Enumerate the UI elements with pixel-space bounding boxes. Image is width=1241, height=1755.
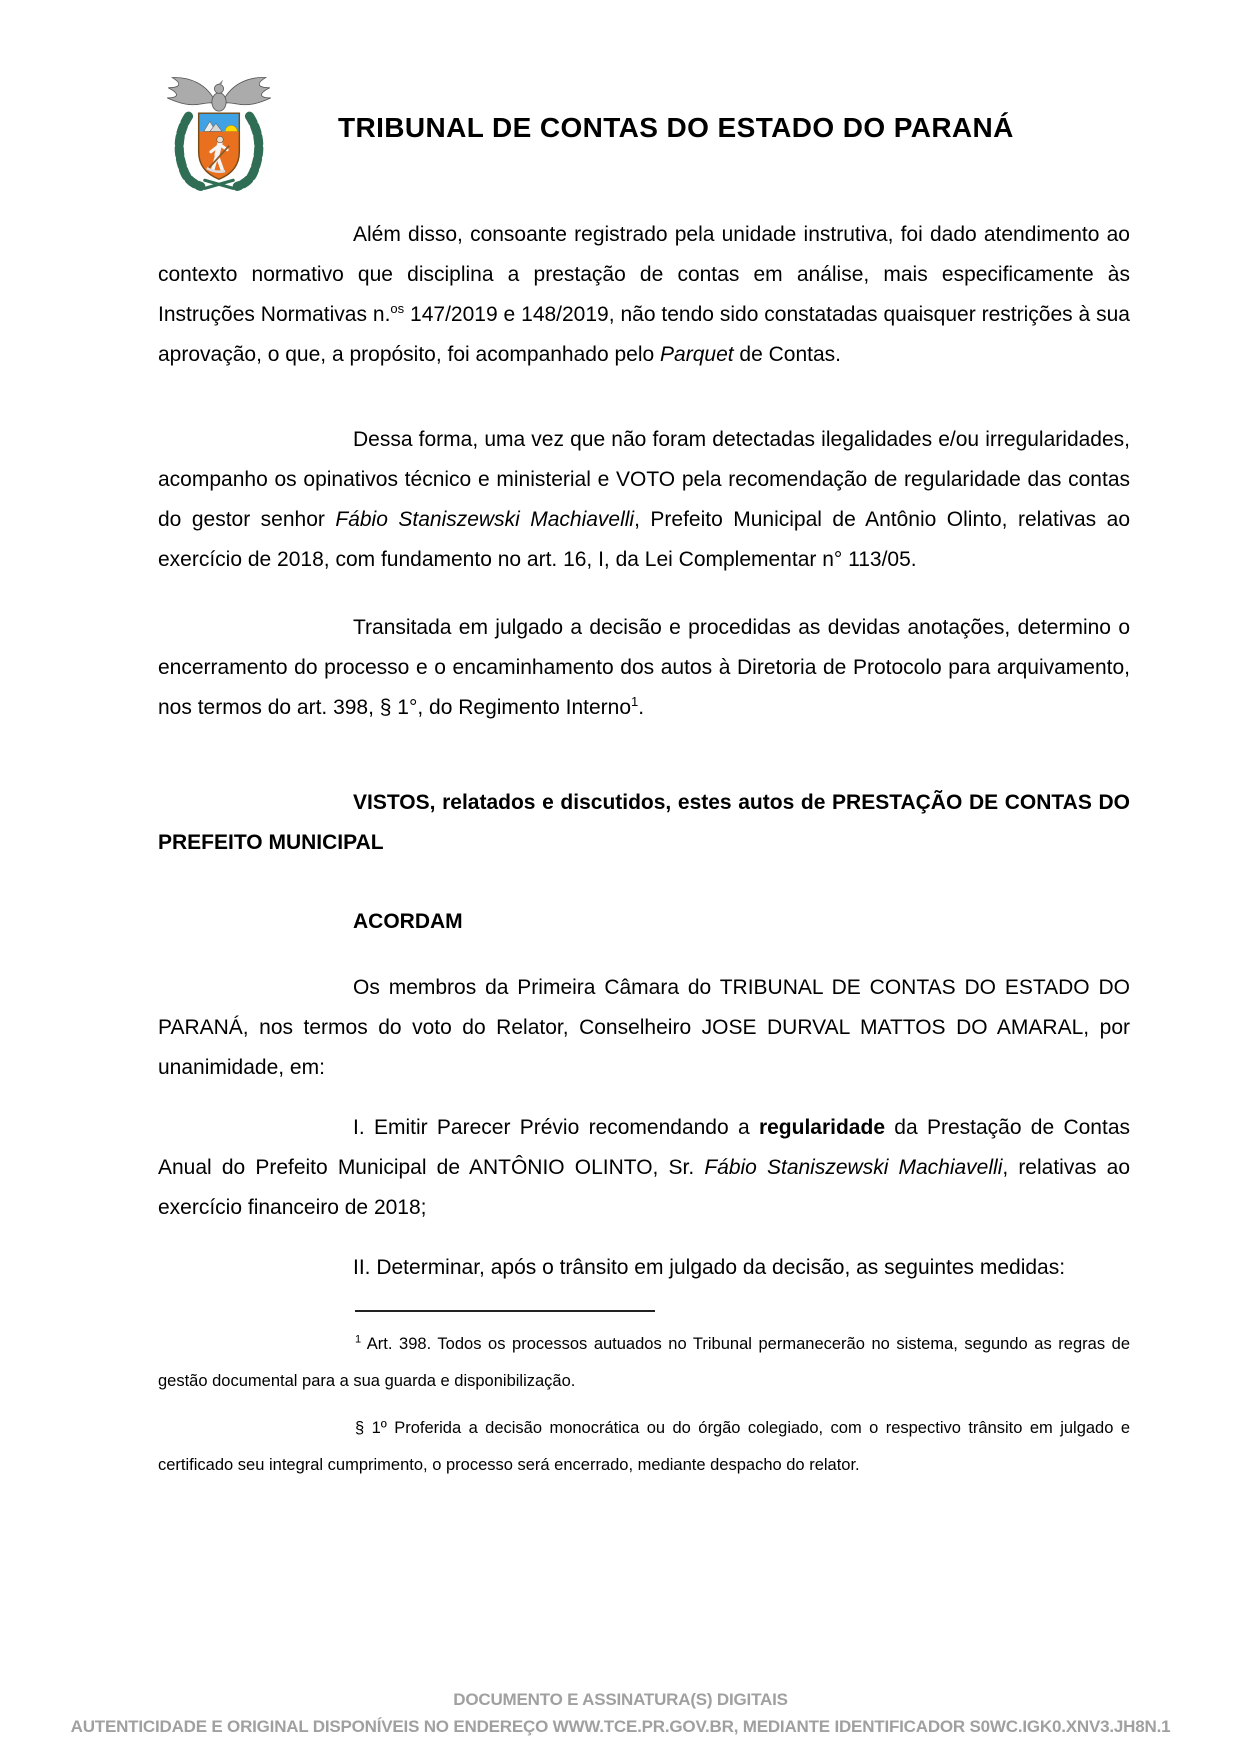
- document-body: [158, 195, 1130, 1484]
- text-run: .: [638, 696, 645, 719]
- footnote-1: [158, 1326, 1130, 1400]
- digital-signature-footer: [0, 1686, 1241, 1740]
- page-title: TRIBUNAL DE CONTAS DO ESTADO DO PARANÁ: [338, 112, 1014, 143]
- text-run-bold: VISTOS, relatados e discutidos, estes autos de PRESTAÇÃO DE CONTAS DO PREFEITO MUNICIPAL: [158, 791, 1130, 854]
- text-run: , Prefeito Municipal de Antônio Olinto, relativas ao exercício de 2018, com fundamento no art. 16, I, da Lei Complementar n° 113/05.: [158, 508, 1130, 571]
- text-run: II. Determinar, após o trânsito em julgado da decisão, as seguintes medidas:: [353, 1256, 1066, 1279]
- text-run: Os membros da Primeira Câmara do TRIBUNAL DE CONTAS DO ESTADO DO PARANÁ, nos termos do voto do Relator, Conselheiro JOSE DURVAL MATTOS DO AMARAL, por unanimidade, em:: [158, 976, 1130, 1079]
- superscript-os: os: [390, 301, 405, 316]
- text-run: da Prestação de Contas Anual do Prefeito Municipal de ANTÔNIO OLINTO, Sr.: [158, 1116, 1130, 1179]
- paragraph-item-1: [158, 1108, 1130, 1228]
- paragraph-membros-camara: [158, 968, 1130, 1088]
- footnote-number: 1: [355, 1333, 362, 1346]
- paragraph-vistos: [158, 783, 1130, 863]
- text-run: I. Emitir Parecer Prévio recomendando a: [353, 1116, 759, 1139]
- text-run-bold: regularidade: [758, 1116, 885, 1139]
- text-run: de Contas.: [733, 343, 841, 366]
- text-run: , relativas ao exercício financeiro de 2018;: [158, 1156, 1130, 1219]
- text-run-italic: Fábio Staniszewski Machiavelli: [704, 1156, 1003, 1179]
- text-run: § 1º Proferida a decisão monocrática ou do órgão colegiado, com o respectivo trânsito em julgado e certificado seu integral cumprimento, o processo será encerrado, mediante despacho do relator.: [158, 1419, 1130, 1474]
- paragraph-transito-julgado: [158, 608, 1130, 728]
- text-run: Transitada em julgado a decisão e procedidas as devidas anotações, determino o encerramento do processo e o encaminhamento dos autos à Diretoria de Protocolo para arquivamento, nos termos do art. 398, § 1°, do Regimento Interno: [158, 616, 1130, 719]
- footnote-2: [158, 1410, 1130, 1484]
- paragraph-item-2: [158, 1248, 1130, 1288]
- paragraph-voto-regularidade: [158, 420, 1130, 580]
- footnote-separator: [355, 1310, 655, 1312]
- text-run: Dessa forma, uma vez que não foram detectadas ilegalidades e/ou irregularidades, acompanho os opinativos técnico e ministerial e VOTO pela recomendação de regularidade das contas do gestor senhor: [158, 428, 1130, 531]
- text-run-italic: Parquet: [660, 343, 734, 366]
- paragraph-instrucoes-normativas: [158, 215, 1130, 375]
- footnote-ref-1: 1: [631, 694, 639, 709]
- text-run-bold: ACORDAM: [353, 910, 463, 933]
- text-run-italic: Fábio Staniszewski Machiavelli: [335, 508, 635, 531]
- footer-line-1: DOCUMENTO E ASSINATURA(S) DIGITAIS: [453, 1690, 788, 1709]
- heading-acordam: [158, 902, 1130, 942]
- text-run: 147/2019 e 148/2019, não tendo sido constatadas quaisquer restrições à sua aprovação, o que, a propósito, foi acompanhado pelo: [158, 303, 1130, 366]
- text-run: Além disso, consoante registrado pela unidade instrutiva, foi dado atendimento ao contexto normativo que disciplina a prestação de contas em análise, mais especificamente às Instruções Normativas n.: [158, 223, 1130, 326]
- text-run: Art. 398. Todos os processos autuados no Tribunal permanecerão no sistema, segundo as regras de gestão documental para a sua guarda e disponibilização.: [158, 1335, 1130, 1390]
- parana-coat-of-arms-icon: [158, 70, 280, 198]
- footer-line-2: AUTENTICIDADE E ORIGINAL DISPONÍVEIS NO ENDEREÇO WWW.TCE.PR.GOV.BR, MEDIANTE IDENTIFICADOR S0WC.IGK0.XNV3.JH8N.1: [70, 1717, 1171, 1736]
